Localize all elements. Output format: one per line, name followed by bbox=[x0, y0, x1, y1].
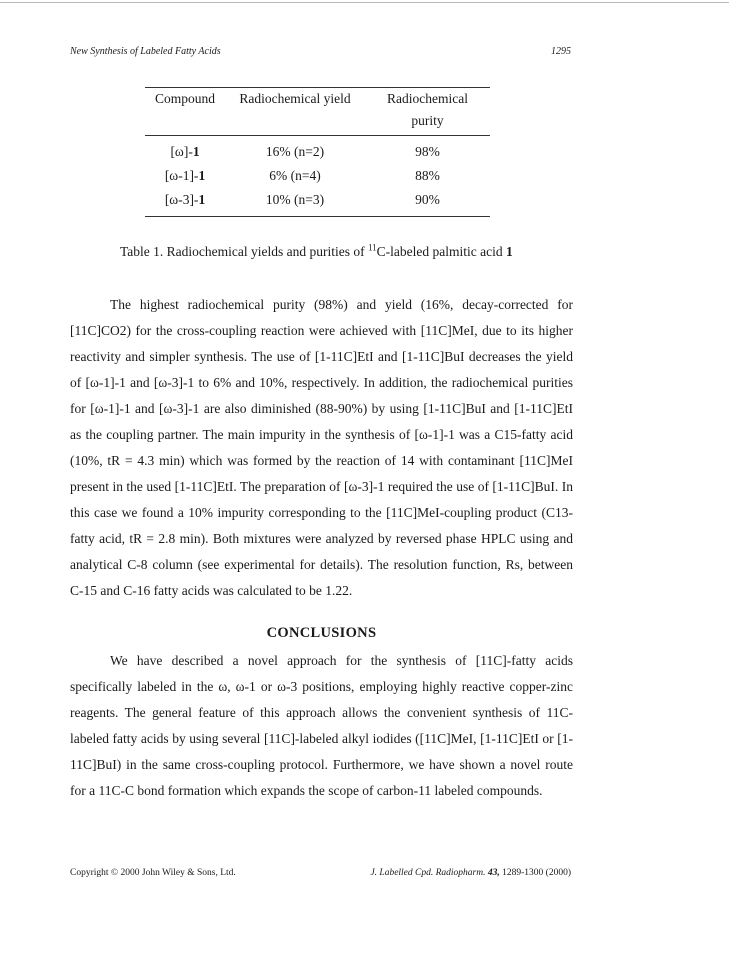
paragraph-text: The highest radiochemical purity (98%) and yield (16%, decay-corrected for [11C]CO2) for the cross-coupling reaction were achieved with [11C]MeI, due to its higher reactivity and simpler synthesis. The use of [1-11C]EtI and [1-11C]BuI decreases the yield of [ω-1]-1 and [ω-3]-1 to 6% and 10%, respectively. In addition, the radiochemical purities for [ω-1]-1 and [ω-3]-1 are also diminished (88-90%) by using [1-11C]BuI and [1-11C]EtI as the coupling partner. The main impurity in the synthesis of [ω-1]-1 was a C15-fatty acid (10%, tR = 4.3 min) which was formed by the reaction of 14 with contaminant [11C]MeI present in the used [1-11C]EtI. The preparation of [ω-3]-1 required the use of [1-11C]BuI. In this case we found a 10% impurity corresponding to the [11C]MeI-coupling product (C13-fatty acid, tR = 2.8 min). Both mixtures were analyzed by reversed phase HPLC using and analytical C-8 column (see experimental for details). The resolution function, Rs, between C-15 and C-16 fatty acids was calculated to be 1.22. bbox=[70, 297, 573, 598]
table-header: Compound bbox=[145, 88, 225, 114]
table-cell-yield: 10% (n=3) bbox=[225, 188, 365, 217]
top-rule bbox=[0, 2, 729, 3]
table-cell-yield: 6% (n=4) bbox=[269, 168, 321, 183]
paragraph-text: We have described a novel approach for the synthesis of [11C]-fatty acids specifically labeled in the ω, ω-1 or ω-3 positions, employing highly reactive copper-zinc reagents. The general feature of this approach allows the convenient synthesis of 11C-labeled fatty acids by using several [11C]-labeled alkyl iodides ([11C]MeI, [1-11C]EtI or [1-11C]BuI) in the same cross-coupling protocol. Furthermore, we have shown a novel route for a 11C-C bond formation which expands the scope of carbon-11 labeled compounds. bbox=[70, 653, 573, 798]
table-cell-compound: [ω-3]-1 bbox=[145, 188, 225, 217]
conclusions-paragraph bbox=[70, 648, 573, 804]
copyright-notice: Copyright © 2000 John Wiley & Sons, Ltd. bbox=[70, 868, 236, 878]
running-head-title: New Synthesis of Labeled Fatty Acids bbox=[70, 46, 221, 57]
table-row bbox=[145, 136, 490, 165]
table-cell-compound: [ω-1]-1 bbox=[164, 168, 206, 183]
table-cell-purity: 88% bbox=[415, 168, 440, 183]
results-table bbox=[145, 87, 490, 217]
table-cell-yield: 16% (n=2) bbox=[265, 144, 325, 159]
table-header: Radiochemical bbox=[365, 88, 490, 114]
section-heading: CONCLUSIONS bbox=[266, 625, 377, 641]
page-number: 1295 bbox=[551, 46, 571, 57]
table-row bbox=[145, 164, 490, 188]
table-row bbox=[145, 188, 490, 217]
table-header-row bbox=[145, 113, 490, 136]
table-cell-purity: 98% bbox=[415, 144, 440, 159]
table-caption: Table 1. Radiochemical yields and purities of $^{11}$C-labeled palmitic acid 1 bbox=[120, 242, 513, 259]
table-header-row bbox=[145, 88, 490, 114]
results-paragraph bbox=[70, 292, 573, 604]
table-cell-purity: 90% bbox=[365, 188, 490, 217]
table-cell-compound: [ω]-1 bbox=[170, 144, 200, 159]
journal-citation: J. Labelled Cpd. Radiopharm. 43, 1289-1300 (2000) bbox=[370, 868, 571, 878]
table-header: Radiochemical yield bbox=[225, 88, 365, 114]
table-header: purity bbox=[365, 113, 490, 136]
